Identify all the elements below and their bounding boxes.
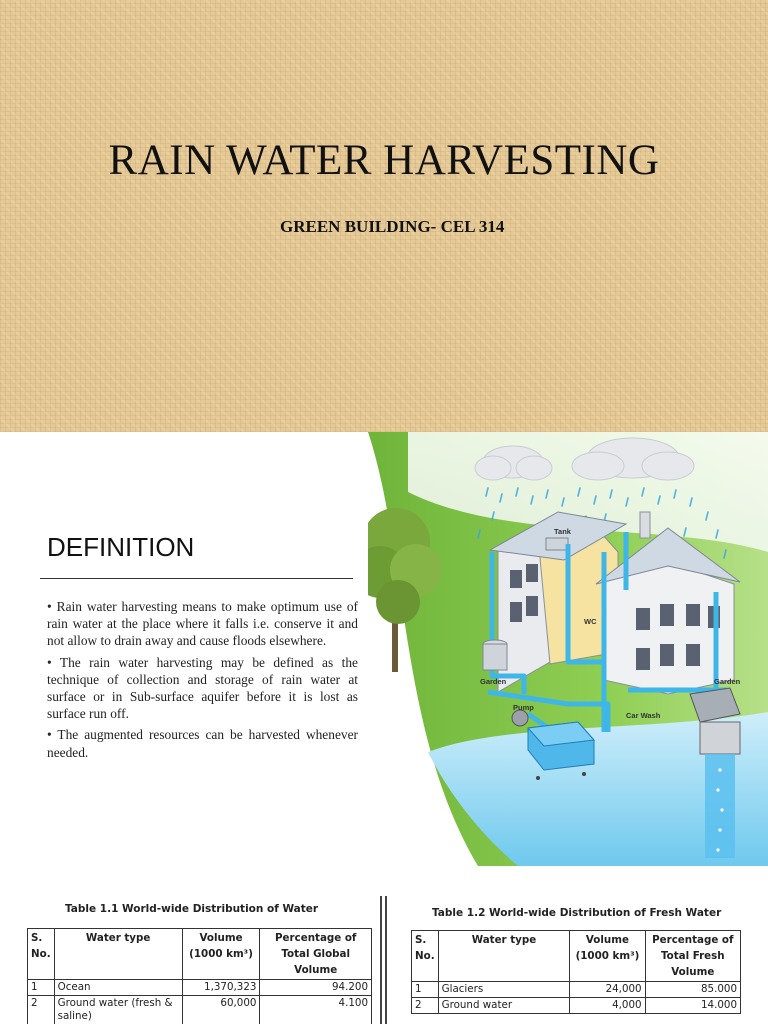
table2-cell-volume: 24,000 [570,982,645,998]
table-row [28,996,372,1024]
table1-cell-sno: 2 [28,996,55,1024]
definition-slide [0,432,768,866]
table1-cell-sno: 1 [28,980,55,996]
slide-title: RAIN WATER HARVESTING [108,137,660,184]
table-row [412,998,741,1014]
table1-cell-volume: 60,000 [182,996,260,1024]
title-slide [0,0,768,432]
label-wc: WC [584,617,597,626]
table1-header-water-type: Water type [54,929,182,980]
table1-header-row [28,929,372,980]
table2-caption: Table 1.2 World-wide Distribution of Fresh Water [432,907,722,919]
definition-body [47,598,358,765]
definition-heading: DEFINITION [47,532,195,562]
table2-cell-sno: 1 [412,982,439,998]
table1-cell-water-type: Ocean [54,980,182,996]
rain-barrel [483,640,507,670]
pump-icon [512,710,528,726]
table2-header-volume: Volume (1000 km³) [570,931,645,982]
table2-cell-percentage: 85.000 [645,982,740,998]
definition-bullet: • The rain water harvesting may be defined as the technique of collection and storage of rain water at surface or in Sub-surface aquifer before it is lost as surface run off. [47,654,358,722]
slide-subtitle: GREEN BUILDING- CEL 314 [280,217,505,236]
table-divider-line [385,896,387,1024]
table1-header-volume: Volume (1000 km³) [182,929,260,980]
table-row [412,982,741,998]
table1-cell-percentage: 94.200 [260,980,372,996]
rainwater-house-illustration [368,432,768,866]
table2-cell-percentage: 14.000 [645,998,740,1014]
table2-cell-water-type: Ground water [438,998,570,1014]
table2-header-percentage: Percentage of Total Fresh Volume [645,931,740,982]
table2 [411,930,741,1014]
table1-header-sno: S. No. [28,929,55,980]
table1-cell-water-type: Ground water (fresh & saline) [54,996,182,1024]
label-car-wash: Car Wash [626,711,661,720]
water-distribution-tables [0,866,768,1024]
label-pump: Pump [513,703,534,712]
heading-divider [40,578,353,579]
label-garden-right: Garden [714,677,741,686]
table2-header-sno: S. No. [412,931,439,982]
table1 [27,928,372,1024]
table-divider-line [380,896,382,1024]
table1-caption: Table 1.1 World-wide Distribution of Water [65,903,319,915]
definition-bullet: • The augmented resources can be harvested whenever needed. [47,727,358,760]
table2-cell-sno: 2 [412,998,439,1014]
definition-bullet: • Rain water harvesting means to make optimum use of rain water at the place where it falls i.e. conserve it and not allow to drain away and cause floods elsewhere. [47,599,358,649]
table1-header-percentage: Percentage of Total Global Volume [260,929,372,980]
table2-cell-water-type: Glaciers [438,982,570,998]
table1-cell-volume: 1,370,323 [182,980,260,996]
table-row [28,980,372,996]
table2-header-water-type: Water type [438,931,570,982]
table1-cell-percentage: 4.100 [260,996,372,1024]
label-garden-left: Garden [480,677,507,686]
table2-header-row [412,931,741,982]
table2-cell-volume: 4,000 [570,998,645,1014]
label-tank: Tank [554,527,571,536]
